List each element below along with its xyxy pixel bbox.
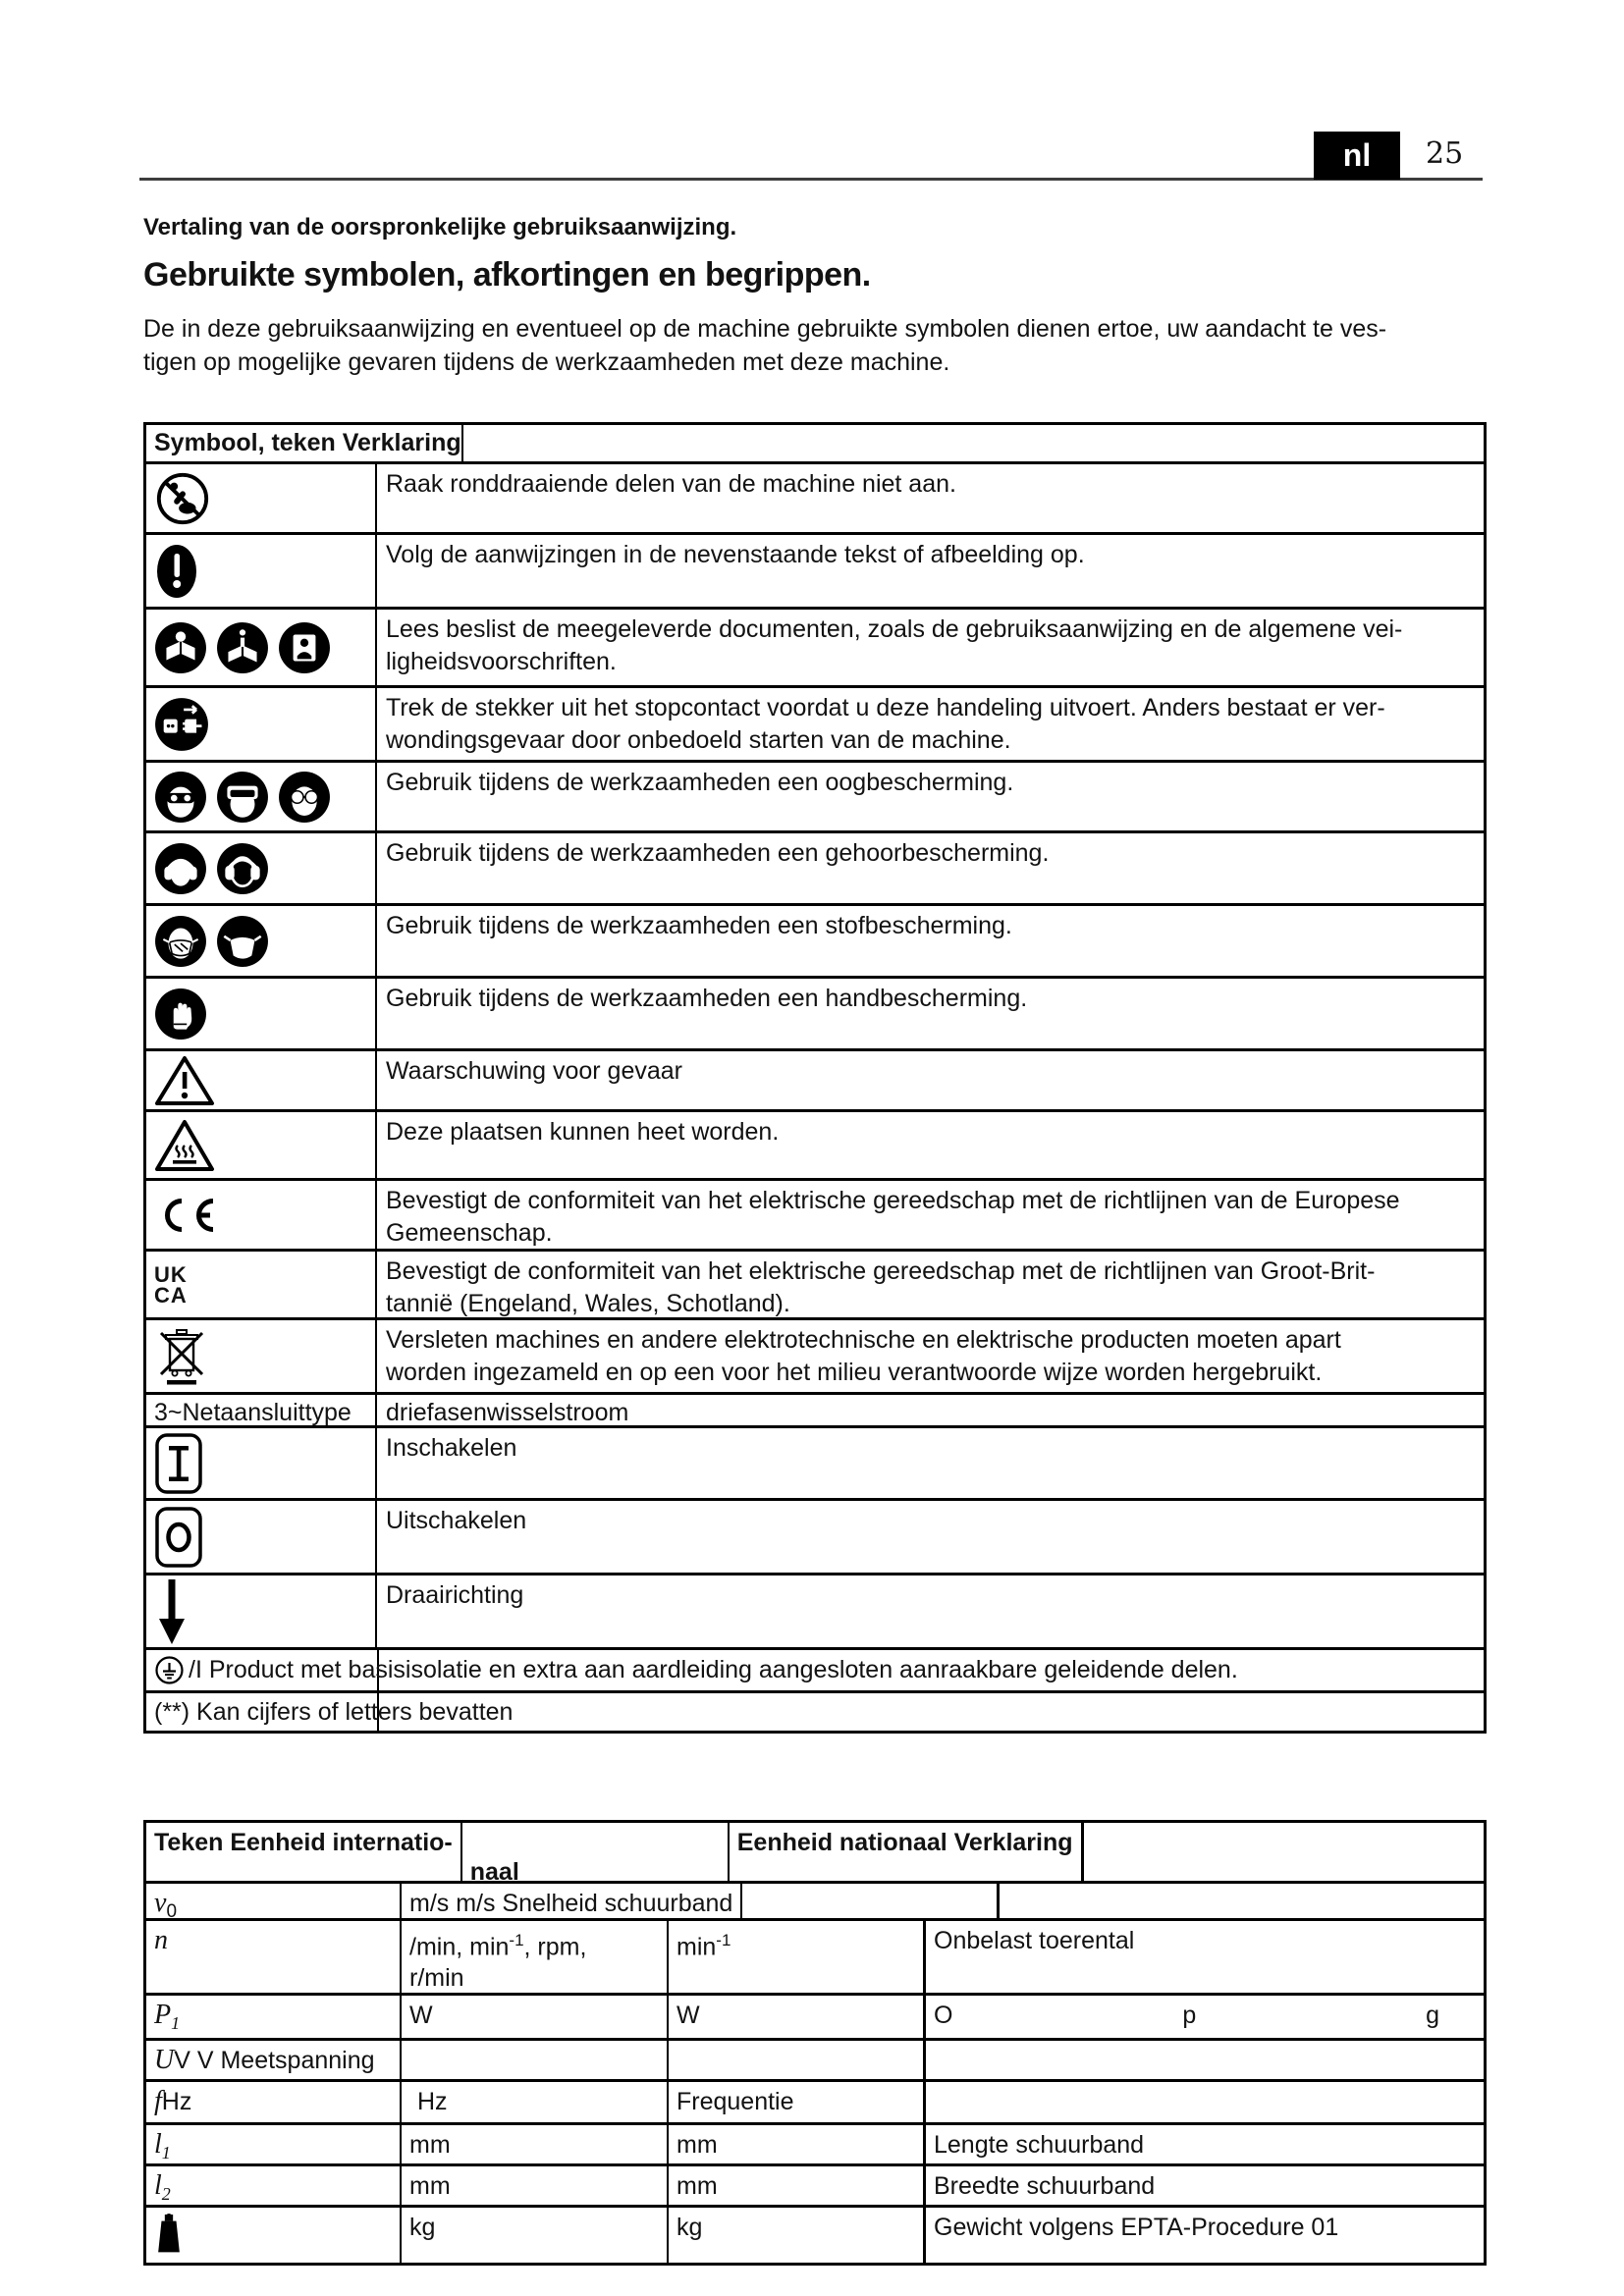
unit-national-cell: $\min^{-1}$: [669, 1921, 926, 1993]
symbol-row: [146, 464, 1484, 535]
symbol-row: [146, 1112, 1484, 1181]
ukca-mark-icon: UK CA: [154, 1261, 188, 1308]
pull-mains-plug-icon: [154, 697, 209, 752]
description-cell: Gebruik tijdens de werkzaamheden een oogbescherming.: [386, 769, 1014, 796]
unit-national-cell: kg: [669, 2208, 926, 2263]
symbol-row: [146, 1252, 1484, 1320]
symbol-row: [146, 610, 1484, 688]
unit-international-cell: m/s m/s Snelheid schuurband: [402, 1884, 742, 1918]
page-title: Gebruikte symbolen, afkortingen en begrippen.: [143, 256, 871, 294]
unit-row: [146, 2041, 1484, 2082]
l1-symbol: l: [154, 2129, 162, 2160]
intro-line: De in deze gebruiksaanwijzing en eventueel op de machine gebruikte symbolen dienen ertoe, uw aandacht te ves-: [143, 315, 1387, 343]
units-header-national-cell: Eenheid nationaal Verklaring: [730, 1823, 1084, 1881]
description-cell: driefasenwisselstroom: [386, 1399, 629, 1426]
symbol-cell: [146, 1996, 402, 2038]
symbols-table-header-row: [146, 425, 1484, 464]
description-cell: Draairichting: [386, 1581, 524, 1609]
subscript: 2: [161, 2184, 171, 2204]
dust-mask-icon-a: [154, 915, 207, 968]
symbol-cell: [146, 464, 377, 532]
description-cell: Inschakelen: [386, 1434, 517, 1462]
symbol-cell: [146, 1501, 377, 1573]
l2-symbol: l: [154, 2170, 162, 2201]
explanation-cell: Breedte schuurband: [934, 2172, 1156, 2200]
manual-reader-icon: [278, 621, 331, 674]
symbol-cell: [146, 535, 377, 607]
symbol-cell: [146, 1884, 402, 1922]
symbol-cell: [146, 906, 377, 976]
unit-row: [146, 2125, 1484, 2166]
unit-row: [146, 1921, 1484, 1996]
page-content: [143, 0, 1487, 2266]
symbol-cell: [146, 1051, 377, 1109]
symbol-cell: [146, 833, 377, 903]
unit-international-cell: W: [402, 1996, 669, 2038]
explanation-cell: Onbelast toerental: [934, 1927, 1135, 1954]
ce-mark-icon: [154, 1197, 219, 1234]
unit-national-cell: mm: [669, 2166, 926, 2205]
explanation-cell: Lengte schuurband: [934, 2131, 1145, 2159]
ear-protection-icon-a: [154, 842, 207, 895]
explanation-cell: [926, 2082, 1484, 2122]
symbol-cell: [146, 979, 377, 1048]
eye-protection-glasses-icon: [278, 771, 331, 824]
symbol-cell: [146, 1428, 377, 1498]
switch-on-icon: [154, 1432, 203, 1495]
explanation-cell: [926, 2041, 1484, 2079]
superscript: -1: [509, 1931, 524, 1949]
description-cell: Raak ronddraaiende delen van de machine niet aan.: [386, 470, 956, 498]
p1-symbol: P: [154, 2000, 172, 2030]
unit-national-cell: Frequentie: [669, 2082, 926, 2122]
unit-national-cell: [669, 2041, 926, 2079]
switch-off-icon: [154, 1506, 203, 1569]
eye-protection-visor-icon: [216, 771, 269, 824]
full-width-cell: [146, 1693, 513, 1731]
description-cell: Bevestigt de conformiteit van het elektrische gereedschap met de richtlijnen van Groot-Brit- tannië (Engeland, Wales, Schotland).: [386, 1257, 1376, 1317]
subscript: 1: [161, 2143, 171, 2163]
subscript: 0: [166, 1901, 178, 1922]
page-number: 25: [1426, 136, 1464, 171]
n-symbol: n: [154, 1925, 168, 1955]
symbol-row: [146, 688, 1484, 763]
v0-symbol: v: [154, 1888, 167, 1918]
symbol-cell: [146, 2166, 402, 2205]
symbol-row: [146, 1320, 1484, 1395]
unit-international-cell: mm: [402, 2166, 669, 2205]
description-cell: Waarschuwing voor gevaar: [386, 1057, 682, 1085]
description-cell: Bevestigt de conformiteit van het elektrische gereedschap met de richtlijnen van de Europese Gemeenschap.: [386, 1187, 1400, 1247]
unit-row: [146, 1996, 1484, 2041]
symbol-row: [146, 1395, 1484, 1428]
symbol-cell: [146, 2208, 402, 2263]
symbol-cell: fHz: [146, 2082, 402, 2122]
symbol-row: [146, 906, 1484, 979]
open-book-info-icon: [216, 621, 269, 674]
symbol-cell: UV V Meetspanning: [146, 2041, 402, 2079]
description-cell: Gebruik tijdens de werkzaamheden een handbescherming.: [386, 985, 1028, 1012]
unit-international-cell: /min, $\min^{-1}$, rpm, r/min: [402, 1921, 669, 1993]
description-cell: Trek de stekker uit het stopcontact voordat u deze handeling uitvoert. Anders bestaat er ver- wondingsgevaar door onbedoeld starten van de machine.: [386, 694, 1385, 754]
symbol-cell: [146, 2125, 402, 2163]
symbol-row: [146, 1501, 1484, 1575]
u-symbol: U: [154, 2045, 175, 2075]
attention-icon: [154, 543, 199, 600]
warning-triangle-icon: [154, 1054, 215, 1107]
intro-line: tigen op mogelijke gevaren tijdens de werkzaamheden met deze machine.: [143, 348, 950, 376]
unit-row: [146, 2166, 1484, 2208]
description-cell: Uitschakelen: [386, 1507, 527, 1534]
full-row-text: /I Product met basisisolatie en extra aan aardleiding aangesloten aanraakbare geleidende delen.: [189, 1656, 1238, 1683]
unit-national-cell: W: [669, 1996, 926, 2038]
f-symbol: f: [154, 2086, 162, 2116]
symbol-cell: [146, 763, 377, 830]
translation-subtitle: Vertaling van de oorspronkelijke gebruiksaanwijzing.: [143, 214, 737, 240]
dust-mask-icon-b: [216, 915, 269, 968]
hot-surface-icon: [154, 1118, 215, 1173]
symbols-table-header-cell: Symbool, teken Verklaring: [146, 425, 463, 461]
description-cell: Lees beslist de meegeleverde documenten, zoals de gebruiksaanwijzing en de algemene vei- ligheidsvoorschriften.: [386, 615, 1403, 675]
description-cell: Deze plaatsen kunnen heet worden.: [386, 1118, 780, 1146]
units-table-header-row: [146, 1823, 1484, 1884]
description-cell: Gebruik tijdens de werkzaamheden een stofbescherming.: [386, 912, 1012, 939]
symbol-row: [146, 535, 1484, 610]
units-table: [143, 1820, 1487, 2266]
symbols-table-header-spacer: [463, 425, 1484, 461]
unit-international-cell: mm: [402, 2125, 669, 2163]
symbol-row: [146, 1693, 1484, 1731]
symbol-row: [146, 1051, 1484, 1112]
unit-row: [146, 2208, 1484, 2263]
units-header-explanation-cell: [1084, 1823, 1484, 1881]
protective-gloves-icon: [154, 988, 207, 1041]
symbol-cell: [146, 688, 377, 760]
explanation-cell: Gewicht volgens EPTA-Procedure 01: [934, 2214, 1339, 2241]
symbol-row: [146, 1575, 1484, 1650]
symbol-row: [146, 763, 1484, 833]
eye-protection-goggles-icon: [154, 771, 207, 824]
subscript: 1: [171, 2013, 181, 2033]
symbol-cell: [146, 1575, 377, 1647]
description-cell: Versleten machines en andere elektrotechnische en elektrische producten moeten apart worden ingezameld en op een voor het milieu verantwoorde wijze worden hergebruikt.: [386, 1326, 1341, 1386]
symbol-row: [146, 1181, 1484, 1252]
read-person-book-icon: [154, 621, 207, 674]
full-width-cell: [146, 1650, 1238, 1690]
explanation-cell: O p g: [934, 2002, 1439, 2029]
units-header-international-cell: naal: [462, 1823, 730, 1881]
unit-row: [146, 1884, 1484, 1921]
symbol-cell: 3~Netaansluittype: [146, 1395, 377, 1425]
symbol-cell: [146, 1112, 377, 1178]
symbol-row: [146, 833, 1484, 906]
symbol-cell: [146, 1252, 377, 1317]
unit-national-cell: [742, 1884, 1000, 1918]
unit-national-cell: mm: [669, 2125, 926, 2163]
ear-protection-icon-b: [216, 842, 269, 895]
protective-earth-icon: [154, 1655, 185, 1685]
symbol-cell: [146, 1921, 402, 1993]
unit-international-cell: [402, 2041, 669, 2079]
no-touch-rotating-parts-icon: [154, 470, 211, 527]
symbol-cell: [146, 1181, 377, 1249]
symbol-row: [146, 979, 1484, 1051]
unit-international-cell: kg: [402, 2208, 669, 2263]
symbol-row: [146, 1650, 1484, 1693]
superscript: -1: [716, 1931, 731, 1949]
full-row-text: (**) Kan cijfers of letters bevatten: [154, 1698, 514, 1726]
symbol-cell: [146, 1320, 377, 1392]
language-badge-label: nl: [1342, 137, 1372, 173]
unit-row: [146, 2082, 1484, 2125]
intro-paragraph: [143, 312, 1487, 379]
explanation-cell: [1000, 1884, 1484, 1918]
rotation-direction-icon: [154, 1577, 189, 1646]
description-cell: Volg de aanwijzingen in de nevenstaande tekst of afbeelding op.: [386, 541, 1085, 568]
symbol-row: [146, 1428, 1484, 1501]
weee-crossed-bin-icon: [154, 1326, 209, 1387]
weight-icon: [154, 2212, 184, 2257]
symbols-table: [143, 422, 1487, 1734]
symbol-cell: [146, 610, 377, 685]
units-header-symbol-cell: Teken Eenheid internatio-: [146, 1823, 462, 1881]
description-cell: Gebruik tijdens de werkzaamheden een gehoorbescherming.: [386, 839, 1050, 867]
unit-international-cell: Hz: [402, 2082, 669, 2122]
